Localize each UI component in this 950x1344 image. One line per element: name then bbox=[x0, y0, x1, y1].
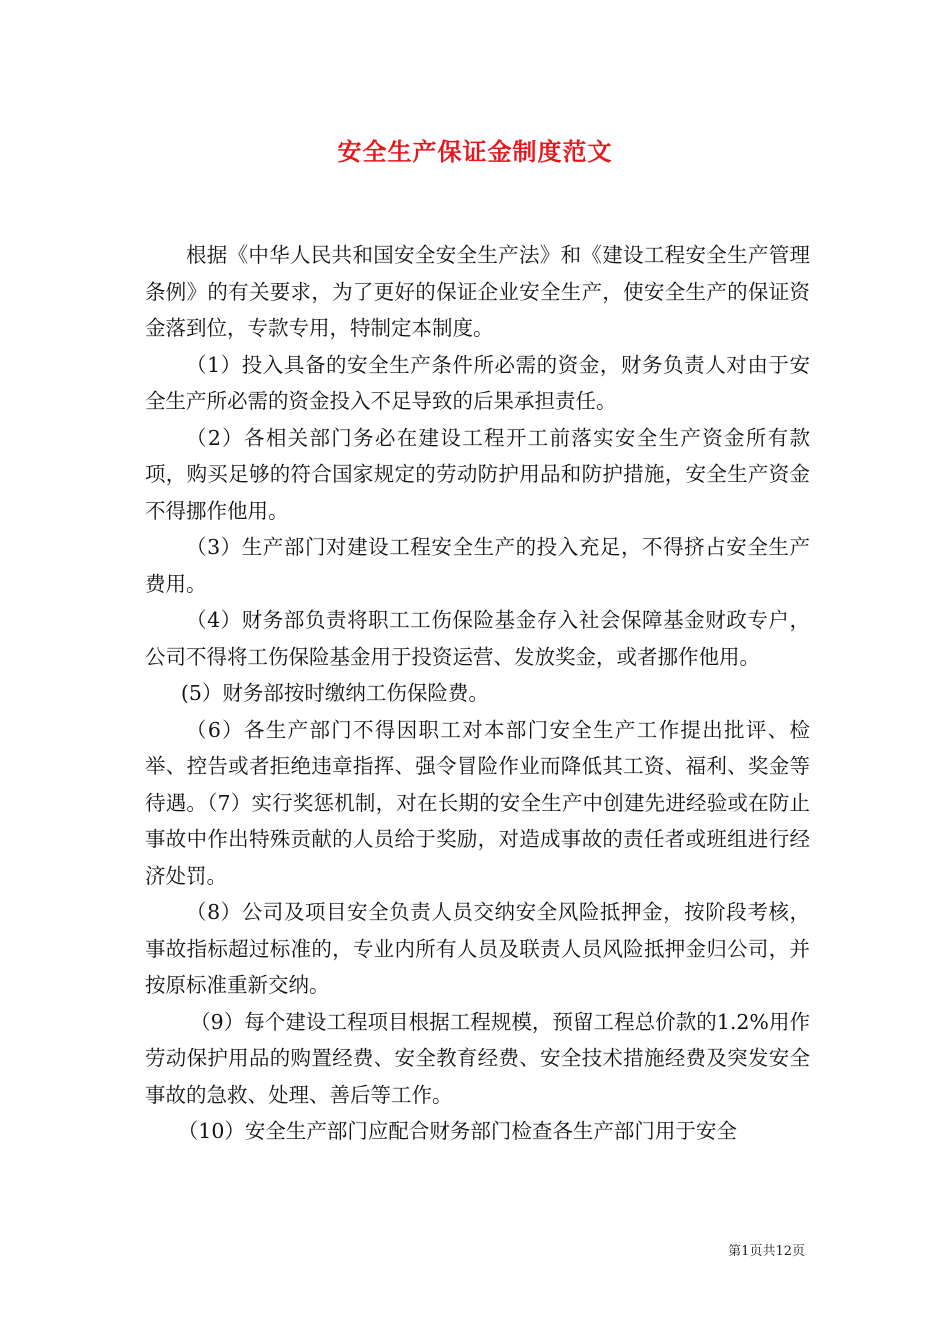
paragraph-item-6-7: （6）各生产部门不得因职工对本部门安全生产工作提出批评、检举、控告或者拒绝违章指挥、强令冒险作业而降低其工资、福利、奖金等待遇。（7）实行奖惩机制，对在长期的安全生产中创建先进经验或在防止事故中作出特殊贡献的人员给于奖励，对造成事故的责任者或班组进行经济处罚。 bbox=[145, 717, 810, 888]
paragraph-item-8: （8）公司及项目安全负责人员交纳安全风险抵押金，按阶段考核，事故指标超过标准的，专业内所有人员及联责人员风险抵押金归公司，并按原标准重新交纳。 bbox=[145, 900, 810, 997]
page-number: 第1页共12页 bbox=[728, 1244, 805, 1259]
paragraph-item-2: （2）各相关部门务必在建设工程开工前落实安全生产资金所有款项，购买足够的符合国家规定的劳动防护用品和防护措施，安全生产资金不得挪作他用。 bbox=[145, 425, 810, 523]
paragraph-item-5: (5）财务部按时缴纳工伤保险费。 bbox=[180, 681, 489, 705]
document-title: 安全生产保证金制度范文 bbox=[337, 138, 613, 166]
paragraph-intro: 根据《中华人民共和国安全安全生产法》和《建设工程安全生产管理条例》的有关要求，为了更好的保证企业安全生产，使安全生产的保证资金落到位，专款专用，特制定本制度。 bbox=[145, 243, 810, 340]
paragraph-item-4: （4）财务部负责将职工工伤保险基金存入社会保障基金财政专户，公司不得将工伤保险基金用于投资运营、发放奖金，或者挪作他用。 bbox=[145, 608, 810, 669]
paragraph-item-10: （10）安全生产部门应配合财务部门检查各生产部门用于安全 bbox=[177, 1119, 737, 1143]
paragraph-item-1: （1）投入具备的安全生产条件所必需的资金，财务负责人对由于安全生产所必需的资金投入不足导致的后果承担责任。 bbox=[145, 352, 810, 413]
paragraph-item-3: （3）生产部门对建设工程安全生产的投入充足，不得挤占安全生产费用。 bbox=[145, 535, 810, 596]
document-body bbox=[145, 237, 810, 1150]
paragraph-item-9: （9）每个建设工程项目根据工程规模，预留工程总价款的1.2%用作劳动保护用品的购置经费、安全教育经费、安全技术措施经费及突发安全事故的急救、处理、善后等工作。 bbox=[145, 1009, 810, 1107]
